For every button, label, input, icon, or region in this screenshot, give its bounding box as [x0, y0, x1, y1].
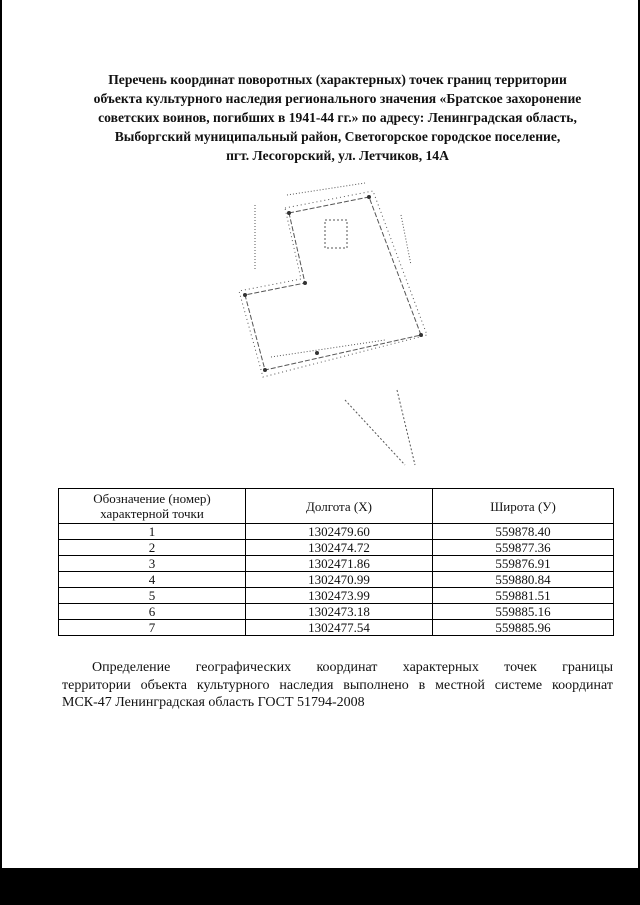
table-row [59, 604, 614, 620]
table-row [59, 556, 614, 572]
note-word: характерных [402, 660, 479, 675]
scan-edge-left [0, 0, 2, 868]
note-first-line [62, 659, 613, 677]
title-line: советских воинов, погибших в 1941-44 гг.» по адресу: Ленинградская область, [98, 110, 577, 125]
cell-y: 559885.96 [433, 620, 614, 636]
plan-vertex-mark [367, 195, 371, 199]
plan-monument-outline [325, 220, 347, 248]
table-row [59, 572, 614, 588]
plan-vertex-mark [263, 368, 267, 372]
title-line: Перечень координат поворотных (характерных) точек границ территории [108, 72, 567, 87]
plan-north-arrow [345, 400, 405, 465]
plan-north-arrow [397, 390, 415, 465]
table-row [59, 524, 614, 540]
document-title [60, 70, 615, 165]
note-continuation: территории объекта культурного наследия выполнено в местной системе координат МСК-47 Ленинградская область ГОСТ 51794-2008 [62, 677, 613, 710]
plan-vertex-mark [419, 333, 423, 337]
title-line: пгт. Лесогорский, ул. Летчиков, 14А [226, 148, 449, 163]
note-word: границы [562, 660, 613, 675]
table-header-row [59, 489, 614, 524]
header-longitude: Долгота (X) [246, 489, 433, 524]
table-row [59, 540, 614, 556]
coordinates-table [58, 488, 614, 636]
title-line: объекта культурного наследия регионального значения «Братское захоронение [93, 91, 582, 106]
cell-point: 3 [59, 556, 246, 572]
cell-x: 1302477.54 [246, 620, 433, 636]
boundary-plan-sketch [225, 175, 435, 475]
cell-y: 559876.91 [433, 556, 614, 572]
note-word: географических [195, 660, 292, 675]
header-latitude: Широта (У) [433, 489, 614, 524]
cell-x: 1302470.99 [246, 572, 433, 588]
plan-vertex-mark [243, 293, 247, 297]
cell-x: 1302474.72 [246, 540, 433, 556]
plan-dimension-line [287, 183, 365, 195]
table-row [59, 620, 614, 636]
plan-vertex-mark [303, 281, 307, 285]
cell-point: 7 [59, 620, 246, 636]
cell-y: 559878.40 [433, 524, 614, 540]
cell-y: 559880.84 [433, 572, 614, 588]
plan-dimension-line [401, 215, 411, 265]
plan-dimension-line [271, 340, 385, 357]
table-row [59, 588, 614, 604]
cell-point: 5 [59, 588, 246, 604]
cell-y: 559877.36 [433, 540, 614, 556]
plan-vertex-mark [287, 211, 291, 215]
cell-x: 1302479.60 [246, 524, 433, 540]
cell-x: 1302471.86 [246, 556, 433, 572]
cell-y: 559881.51 [433, 588, 614, 604]
cell-point: 2 [59, 540, 246, 556]
scan-bottom-border [0, 868, 640, 905]
plan-vertex-mark [315, 351, 319, 355]
cell-point: 6 [59, 604, 246, 620]
note-word: координат [316, 660, 378, 675]
coordinate-system-note [62, 659, 613, 712]
note-word: Определение [92, 660, 171, 675]
title-line: Выборгский муниципальный район, Светогорское городское поселение, [114, 129, 561, 144]
plan-boundary-line [245, 197, 421, 370]
cell-x: 1302473.99 [246, 588, 433, 604]
cell-point: 4 [59, 572, 246, 588]
cell-x: 1302473.18 [246, 604, 433, 620]
plan-outer-line [239, 191, 427, 377]
cell-point: 1 [59, 524, 246, 540]
header-point-number: Обозначение (номер) характерной точки [59, 489, 246, 524]
cell-y: 559885.16 [433, 604, 614, 620]
note-word: точек [504, 660, 537, 675]
